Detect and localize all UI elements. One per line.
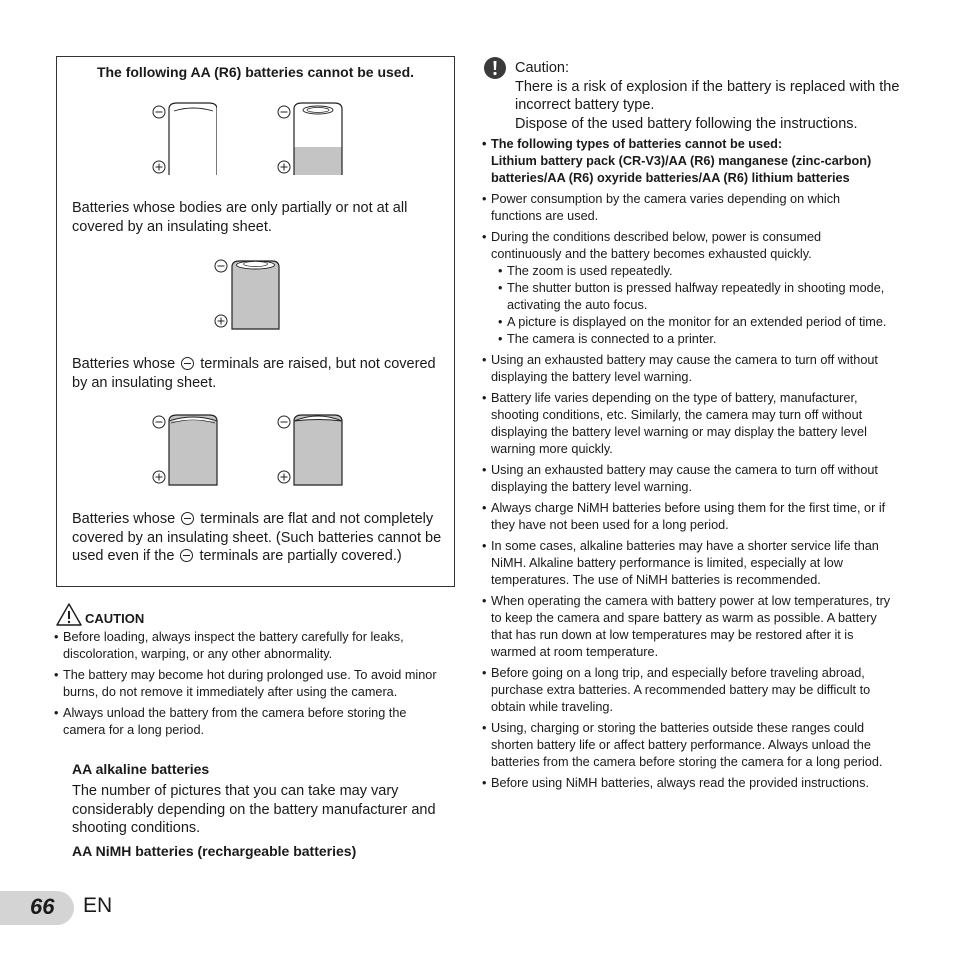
minus-terminal-icon (180, 549, 193, 562)
notice-label: Caution: (515, 60, 570, 76)
box-text-flat-terminal (72, 510, 442, 566)
list-item: • The battery may become hot during prolonged use. To avoid minor burns, do not remove it immediately after using the camera. (55, 667, 450, 701)
list-item: • The camera is connected to a printer. (499, 331, 893, 348)
unusable-types-heading: The following types of batteries cannot be used: (491, 137, 783, 151)
list-item: • Using, charging or storing the batteries outside these ranges could shorten battery life or affect battery performance. Always unload the batteries from the camera before storing the camera for a long period. (483, 720, 893, 771)
battery-half-covered-illustration (272, 99, 352, 179)
caution-label: CAUTION (85, 611, 145, 626)
list-item (483, 229, 893, 348)
battery-flat-terminal-uncovered-illustration (272, 409, 352, 489)
box-text-flat-a: Batteries whose (72, 511, 176, 527)
list-item: • When operating the camera with battery power at low temperatures, try to keep the camera and spare battery as warm as possible. A battery that has run down at low temperatures may be restored after it is warmed at room temperature. (483, 593, 893, 661)
notice-text (515, 59, 905, 133)
alkaline-heading: AA alkaline batteries (72, 761, 210, 777)
minus-terminal-icon (181, 357, 194, 370)
notice-line-2: Dispose of the used battery following the instructions. (515, 115, 858, 132)
list-item: • Always charge NiMH batteries before using them for the first time, or if they have not been used for a long period. (483, 500, 893, 534)
caution-heading (56, 600, 144, 626)
list-item: • The zoom is used repeatedly. (499, 263, 893, 280)
list-item: • A picture is displayed on the monitor for an extended period of time. (499, 314, 893, 331)
list-item: • Using an exhausted battery may cause the camera to turn off without displaying the battery level warning. (483, 462, 893, 496)
box-text-flat-b: terminals are flat and not completely covered by an insulating sheet. (Such batteries cannot be used even if the (72, 511, 442, 564)
minus-terminal-icon (181, 512, 194, 525)
alkaline-text: The number of pictures that you can take may vary considerably depending on the battery manufacturer and shooting conditions. (72, 783, 436, 836)
nimh-heading: AA NiMH batteries (rechargeable batteries) (72, 843, 357, 859)
page-number: 66 (30, 894, 55, 919)
conditions-sublist (491, 263, 893, 348)
list-item: • Before going on a long trip, and especially before traveling abroad, purchase extra batteries. A recommended battery may be difficult to obtain while traveling. (483, 665, 893, 716)
list-item (483, 136, 893, 187)
box-text-partially-covered: Batteries whose bodies are only partially or not at all covered by an insulating sheet. (72, 200, 408, 235)
unusable-types-list: Lithium battery pack (CR-V3)/AA (R6) manganese (zinc-carbon) batteries/AA (R6) oxyride batteries/AA (R6) lithium batteries (491, 154, 872, 185)
warning-triangle-icon (56, 602, 82, 626)
list-item: • Power consumption by the camera varies depending on which functions are used. (483, 191, 893, 225)
list-item: • Battery life varies depending on the type of battery, manufacturer, shooting conditions, etc. Similarly, the camera may turn off without displaying the battery level warning or may display the battery level warning more quickly. (483, 390, 893, 458)
list-item: • Always unload the battery from the camera before storing the camera for a long period. (55, 705, 450, 739)
box-text-raised-b: terminals are raised, but not covered by an insulating sheet. (72, 356, 436, 391)
language-code: EN (83, 894, 113, 917)
unusable-batteries-box (56, 56, 455, 587)
list-item: • Before loading, always inspect the battery carefully for leaks, discoloration, warping, or any other abnormality. (55, 629, 450, 663)
box-text-flat-c: terminals are partially covered.) (199, 548, 402, 564)
list-item: • In some cases, alkaline batteries may have a shorter service life than NiMH. Alkaline battery performance is limited, especially at low temperatures. The use of NiMH batteries is recommended. (483, 538, 893, 589)
conditions-text: During the conditions described below, power is consumed continuously and the battery becomes exhausted quickly. (491, 230, 822, 261)
box-title: The following AA (R6) batteries cannot be used. (96, 64, 415, 80)
list-item: • The shutter button is pressed halfway repeatedly in shooting mode, activating the auto focus. (499, 280, 893, 314)
box-text-raised-terminal (72, 355, 442, 392)
box-text-raised-a: Batteries whose (72, 356, 176, 372)
notice-line-1: There is a risk of explosion if the battery is replaced with the incorrect battery type. (515, 78, 900, 113)
list-item: • Before using NiMH batteries, always read the provided instructions. (483, 775, 893, 792)
battery-notes-list (483, 136, 893, 796)
list-item: • Using an exhausted battery may cause the camera to turn off without displaying the battery level warning. (483, 352, 893, 386)
battery-raised-terminal-illustration (209, 255, 289, 331)
battery-partially-covered-illustration (147, 99, 217, 179)
exclamation-icon (483, 56, 507, 80)
caution-list (55, 629, 450, 743)
battery-flat-terminal-illustration (147, 409, 227, 489)
